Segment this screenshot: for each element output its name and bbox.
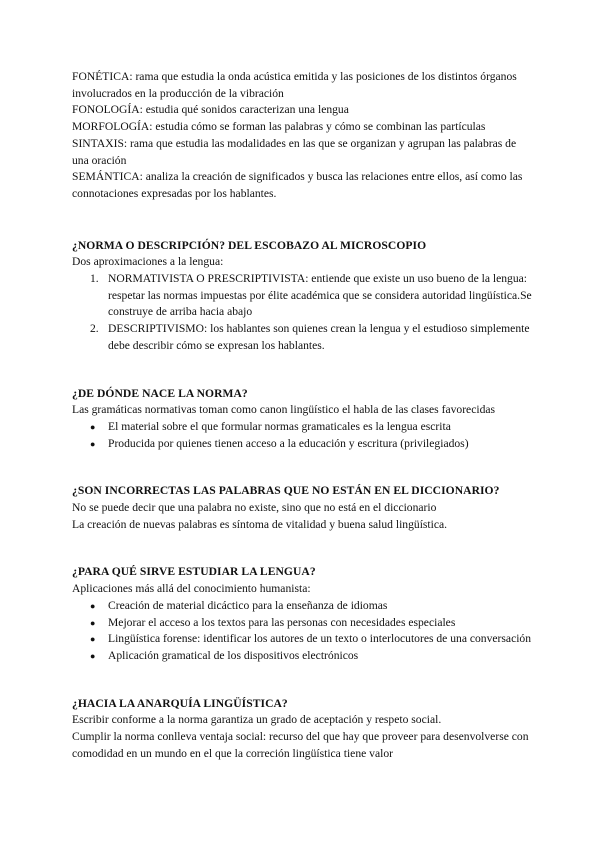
bullet-icon: ● xyxy=(90,600,96,611)
section-palabras-incorrectas xyxy=(72,483,532,533)
definition-fonologia: FONOLOGÍA: estudia qué sonidos caracterizan una lengua xyxy=(72,103,349,117)
definition-semantica: SEMÁNTICA: analiza la creación de significados y busca las relaciones entre ellos, así como las connotaciones expresadas por los hablantes. xyxy=(72,170,523,200)
bullet-icon: ● xyxy=(90,421,96,432)
bullet-list xyxy=(72,598,532,665)
section-heading: ¿PARA QUÉ SIRVE ESTUDIAR LA LENGUA? xyxy=(72,565,316,579)
section-intro: Dos aproximaciones a la lengua: xyxy=(72,255,224,269)
section-intro: Aplicaciones más allá del conocimiento humanista: xyxy=(72,582,311,596)
bullet-icon: ● xyxy=(90,617,96,628)
section-line: Cumplir la norma conlleva ventaja social: recurso del que hay que proveer para desenvolverse con comodidad en un mundo en el que la correción lingüística tiene valor xyxy=(72,730,529,760)
list-number: 1. xyxy=(90,272,99,286)
section-line: La creación de nuevas palabras es síntoma de vitalidad y buena salud lingüística. xyxy=(72,517,448,531)
list-item-text: Lingüística forense: identificar los autores de un texto o interlocutores de una conversación xyxy=(108,632,532,646)
list-item-text: Producida por quienes tienen acceso a la educación y escritura (privilegiados) xyxy=(108,436,469,450)
definition-morfologia: MORFOLOGÍA: estudia cómo se forman las palabras y cómo se combinan las partículas xyxy=(72,120,486,134)
definition-sintaxis: SINTAXIS: rama que estudia las modalidades en las que se organizan y agrupan las palabras de una oración xyxy=(72,136,517,167)
list-number: 2. xyxy=(90,322,99,336)
list-item xyxy=(72,271,532,321)
list-item xyxy=(72,419,532,436)
list-item-text: NORMATIVISTA O PRESCRIPTIVISTA: entiende que existe un uso bueno de la lengua: respetar las normas impuestas por élite académica que se considera autoridad lingüística.Se construye de arriba hacia abajo xyxy=(108,272,532,319)
section-para-que-sirve xyxy=(72,564,532,664)
list-item-text: Mejorar el acceso a los textos para las personas con necesidades especiales xyxy=(108,615,456,629)
list-item xyxy=(72,321,532,354)
list-item xyxy=(72,631,532,648)
section-de-donde-nace-la-norma xyxy=(72,386,532,453)
list-item-text: El material sobre el que formular normas gramaticales es la lengua escrita xyxy=(108,419,451,433)
list-item-text: Aplicación gramatical de los dispositivos electrónicos xyxy=(108,648,359,662)
list-item xyxy=(72,436,532,453)
definition-fonetica: FONÉTICA: rama que estudia la onda acústica emitida y las posiciones de los distintos órganos involucrados en la producción de la vibración xyxy=(72,70,517,100)
bullet-icon: ● xyxy=(90,438,96,449)
numbered-list xyxy=(72,271,532,355)
bullet-icon: ● xyxy=(90,634,96,645)
list-item-text: Creación de material dicáctico para la enseñanza de idiomas xyxy=(108,598,388,612)
section-intro: Las gramáticas normativas toman como canon lingüístico el habla de las clases favorecidas xyxy=(72,403,496,417)
list-item xyxy=(72,598,532,615)
document-body xyxy=(72,69,532,763)
section-heading: ¿SON INCORRECTAS LAS PALABRAS QUE NO ESTÁN EN EL DICCIONARIO? xyxy=(72,484,500,498)
list-item-text: DESCRIPTIVISMO: los hablantes son quienes crean la lengua y el estudioso simplemente debe describir cómo se expresan los hablantes. xyxy=(108,322,530,352)
definitions-block xyxy=(72,69,532,203)
section-anarquia-linguistica xyxy=(72,696,532,763)
section-norma-o-descripcion xyxy=(72,238,532,355)
bullet-list xyxy=(72,419,532,452)
section-heading: ¿HACIA LA ANARQUÍA LINGÜÍSTICA? xyxy=(72,696,288,710)
list-item xyxy=(72,615,532,632)
section-heading: ¿NORMA O DESCRIPCIÓN? DEL ESCOBAZO AL MICROSCOPIO xyxy=(72,238,427,252)
section-line: No se puede decir que una palabra no existe, sino que no está en el diccionario xyxy=(72,501,437,515)
bullet-icon: ● xyxy=(90,650,96,661)
section-heading: ¿DE DÓNDE NACE LA NORMA? xyxy=(72,386,248,400)
section-line: Escribir conforme a la norma garantiza un grado de aceptación y respeto social. xyxy=(72,713,442,727)
list-item xyxy=(72,648,532,665)
